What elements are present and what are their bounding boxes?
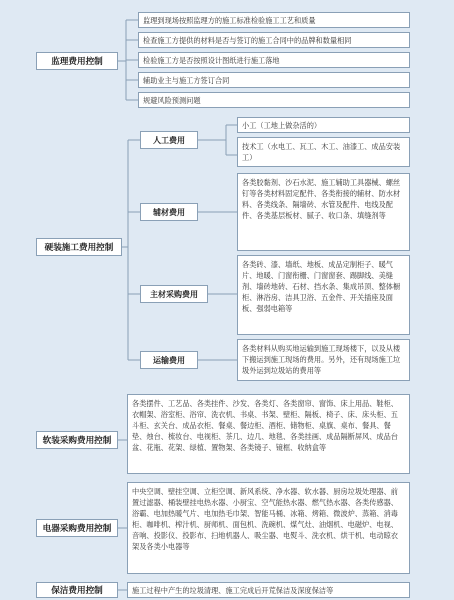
labor-item-2: 技术工（水电工、瓦工、木工、油漆工、成品安装工）: [237, 137, 410, 167]
supervision-item-5: 规避风险预测问题: [138, 92, 410, 108]
auxiliary-materials-list: 各类胶黏剂、沙石水泥、施工辅助工具器械、螺丝钉等各类材料固定配件、各类衔接的辅材、防水材料、各类线条、隔墙砖、水管及配件、电线及配件、各类基层板材、腻子、收口条、填缝剂等: [237, 173, 410, 251]
transport-cost-title: 运输费用: [140, 351, 198, 369]
cleaning-title: 保洁费用控制: [36, 582, 118, 598]
supervision-item-1: 监理到现场按照监理方的施工标准检验施工工艺和质量: [138, 12, 410, 28]
supervision-item-3: 检验施工方是否按照设计图纸进行施工落地: [138, 52, 410, 68]
main-materials-list: 各类砖、漆、墙纸、地板、成品定制柜子、暖气片、地暖、门窗衔栅、门窗窗套、踢脚线、美缝剂、墙砖地砖、石材、挡水条、集成吊顶、整体橱柜、淋浴房、洁具卫浴、五金件、开关插座及面板、强弱电箱等: [237, 255, 410, 335]
hard-decoration-title: 硬装施工费用控制: [36, 238, 122, 256]
supervision-title: 监理费用控制: [36, 52, 118, 70]
cleaning-item-1: 施工过程中产生的垃圾清理、施工完成后开荒保洁及深度保洁等: [127, 582, 410, 598]
appliance-title: 电器采购费用控制: [36, 519, 118, 537]
auxiliary-cost-title: 辅材费用: [140, 203, 198, 221]
transport-description: 各类材料从购买地运输到施工现场楼下，以及从楼下搬运到施工现场的费用。另外，还有现场施工垃圾外运到垃圾站的费用等: [237, 339, 410, 381]
soft-furnishing-title: 软装采购费用控制: [36, 431, 118, 449]
labor-cost-title: 人工费用: [140, 131, 198, 149]
soft-furnishing-list: 各类摆件、工艺品、各类挂件、沙发、各类灯、各类窗帘、窗饰、床上用品、鞋柜、衣帽架、浴室柜、浴帘、洗衣机、书桌、书架、壁柜、隔板、椅子、床、床头柜、五斗柜、玄关台、成品衣柜、餐桌、餐边柜、酒柜、储物柜、桌旗、桌布、餐具、餐垫、烛台、梳妆台、电视柜、茶几、边几、地毯、各类挂画、成品隔断屏风、成品台盆、花瓶、花架、绿植、置物架、各类镜子、镜框、收纳盒等: [127, 394, 410, 474]
appliance-list: 中央空调、壁挂空调、立柜空调、新风系统、净水器、软水器、厨房垃圾处理器、前置过滤器、桶装壁挂电热水器、小厨宝、空气能热水器、燃气热水器、各类传感器、浴霸、电加热暖气片、电加热毛巾架、智能马桶、冰箱、烤箱、微波炉、蒸箱、消毒柜、咖啡机、榨汁机、厨师机、面包机、洗碗机、煤气灶、油烟机、电磁炉、电视、音响、投影仪、投影布、扫地机器人、吸尘器、电熨斗、洗衣机、烘干机、电动晾衣架及各类小电器等: [127, 482, 410, 574]
main-materials-cost-title: 主材采购费用: [140, 285, 208, 303]
supervision-item-4: 辅助业主与施工方签订合同: [138, 72, 410, 88]
labor-item-1: 小工（工地上做杂活的）: [237, 117, 410, 133]
supervision-item-2: 检查施工方提供的材料是否与签订的施工合同中的品牌和数量相同: [138, 32, 410, 48]
